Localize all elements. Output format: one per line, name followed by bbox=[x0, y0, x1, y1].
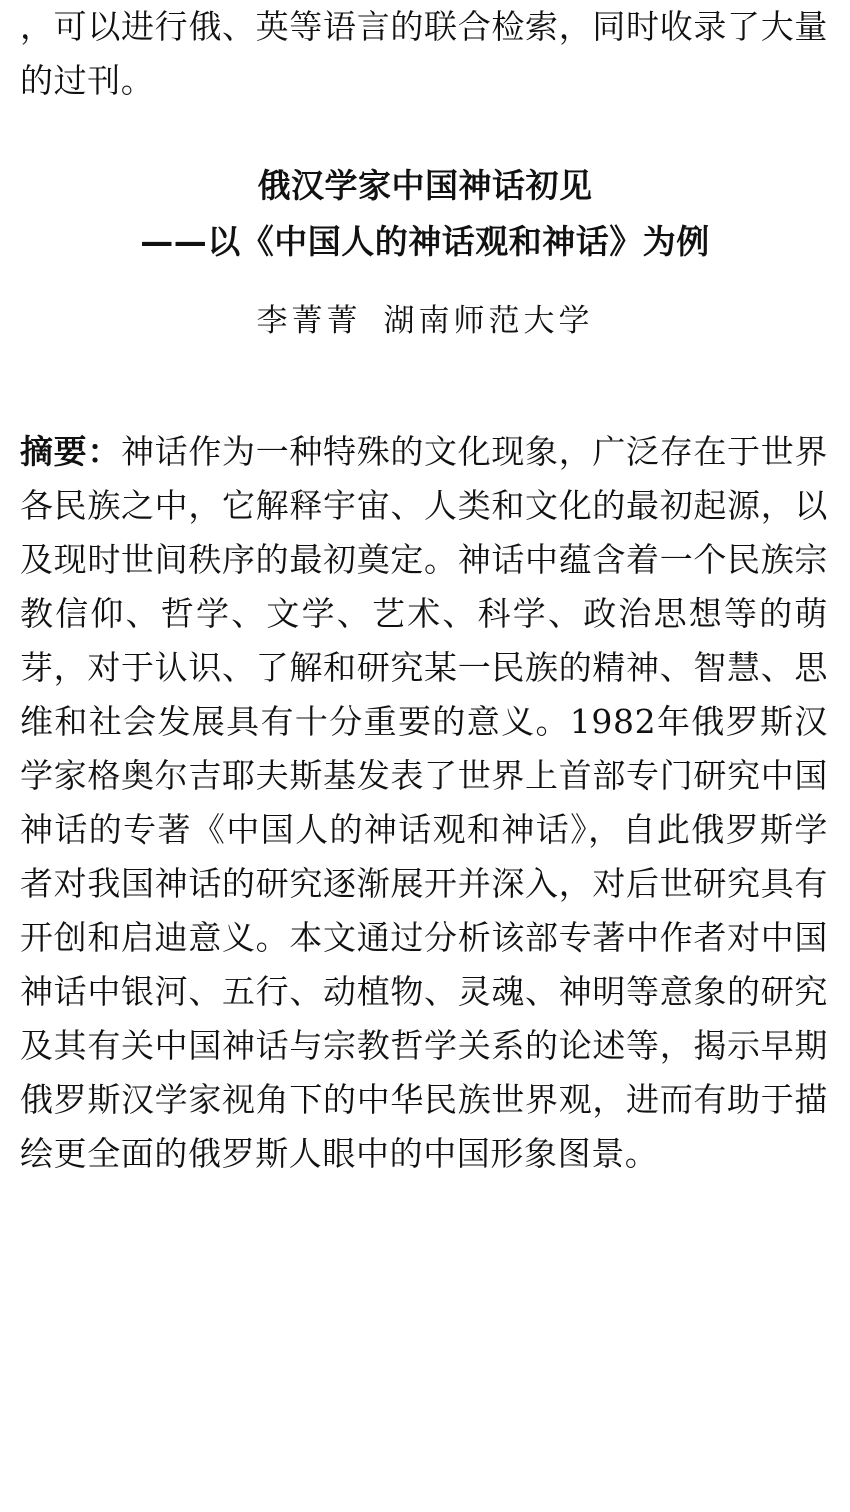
title-line-subtitle: ——以《中国人的神话观和神话》为例 bbox=[140, 222, 710, 261]
abstract-paragraph bbox=[20, 425, 828, 1181]
author-name: 李菁菁 bbox=[256, 303, 362, 339]
article-title bbox=[0, 158, 850, 270]
lead-paragraph: ，可以进行俄、英等语言的联合检索，同时收录了大量的过刊。 bbox=[20, 7, 828, 100]
abstract-label: 摘要： bbox=[20, 432, 122, 471]
abstract-text: 神话作为一种特殊的文化现象，广泛存在于世界各民族之中，它解释宇宙、人类和文化的最初起源，以及现时世间秩序的最初奠定。神话中蕴含着一个民族宗教信仰、哲学、文学、艺术、科学、政治思想等的萌芽，对于认识、了解和研究某一民族的精神、智慧、思维和社会发展具有十分重要的意义。1982年俄罗斯汉学家格奥尔吉耶夫斯基发表了世界上首部专门研究中国神话的专著《中国人的神话观和神话》，自此俄罗斯学者对我国神话的研究逐渐展开并深入，对后世研究具有开创和启迪意义。本文通过分析该部专著中作者对中国神话中银河、五行、动植物、灵魂、神明等意象的研究及其有关中国神话与宗教哲学关系的论述等，揭示早期俄罗斯汉学家视角下的中华民族世界观，进而有助于描绘更全面的俄罗斯人眼中的中国形象图景。 bbox=[20, 432, 828, 1173]
author-line bbox=[0, 296, 850, 346]
author-affiliation: 湖南师范大学 bbox=[383, 303, 594, 339]
title-line-main: 俄汉学家中国神话初见 bbox=[257, 166, 593, 205]
